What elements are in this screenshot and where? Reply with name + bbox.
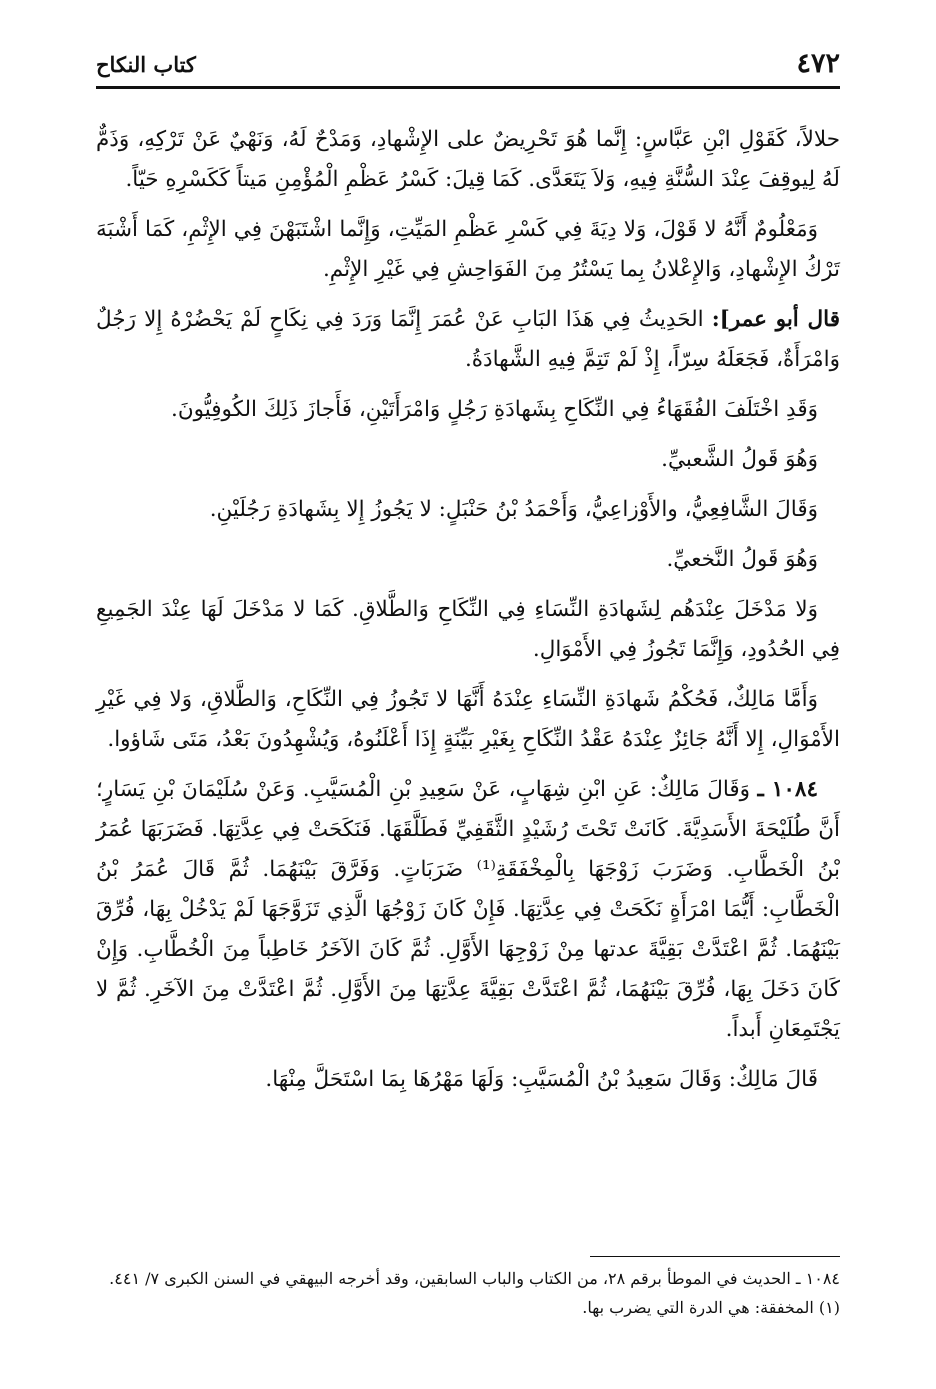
footnote-separator (590, 1256, 840, 1257)
book-title: كتاب النكاح (96, 52, 196, 77)
footnote: (١) المخفقة: هي الدرة التي يضرب بها. (582, 1298, 840, 1317)
footnote: ١٠٨٤ ـ الحديث في الموطأ برقم ٢٨، من الكتاب والباب السابقين، وقد أخرجه البيهقي في السنن الكبرى ٧/ ٤٤١. (109, 1269, 840, 1288)
speaker-label: قال أبو عمر]: (711, 307, 840, 332)
paragraph: قَالَ مَالِكٌ: وَقَالَ سَعِيدُ بْنُ الْمُسَيَّبِ: وَلَهَا مَهْرُهَا بِمَا اسْتَحَلَّ مِنْهَا. (265, 1067, 818, 1092)
paragraph: وَهُوَ قَولُ النَّخعيِّ. (666, 547, 818, 572)
paragraph: وَقَالَ الشَّافِعِيُّ، والأَوْزاعِيُّ، وَأَحْمَدُ بْنُ حَنْبَلٍ: لا يَجُوزُ إِلا بِشَهادَةِ رَجُلَيْنِ. (209, 497, 818, 522)
main-text (96, 120, 840, 1110)
paragraph: وَأَمَّا مَالِكٌ، فَحُكْمُ شَهادَةِ النِّسَاءِ عِنْدَهُ أَنَّهَا لا تَجُوزُ فِي النِّكَاحِ، وَالطَّلاقِ، وَلا فِي غَيْرِ الأَمْوَالِ، إِلا أَنَّهُ جَائِزٌ عِنْدَهُ عَقْدُ النِّكَاحِ بِغَيْرِ بَيِّنَةٍ إِذَا أَعْلَنُوهُ، وَيُشْهِدُونَ بَعْدُ، مَتَى شَاؤوا. (96, 687, 840, 752)
paragraph: وَقَدِ اخْتَلَفَ الفُقَهَاءُ فِي النِّكَاحِ بِشَهادَةِ رَجُلٍ وَامْرَأَتَيْنِ، فَأَجازَ ذَلِكَ الكُوفِيُّونَ. (171, 397, 818, 422)
hadith-paragraph: ١٠٨٤ ـ وَقَالَ مَالِكٌ: عَنِ ابْنِ شِهَابٍ، عَنْ سَعِيدِ بْنِ الْمُسَيَّبِ. وَعَنْ سُلَيْمَانَ بْنِ يَسَارٍ؛ أَنَّ طُلَيْحَةَ الأَسَدِيَّةَ. كَانَتْ تَحْتَ رُشَيْدٍ الثَّقَفِيِّ فَطَلَّقَهَا. فَنَكَحَتْ فِي عِدَّتِهَا. فَضَرَبَهَا عُمَرُ بْنُ الْخَطَّابِ. وَضَرَبَ زَوْجَهَا بِالْمِخْفَقَةِ⁽¹⁾ ضَرَبَاتٍ. وَفَرَّقَ بَيْنَهُمَا. ثُمَّ قَالَ عُمَرُ بْنُ الْخَطَّابِ: أَيُّمَا امْرَأَةٍ نَكَحَتْ فِي عِدَّتِهَا. فَإِنْ كَانَ زَوْجُهَا الَّذِي تَزَوَّجَهَا لَمْ يَدْخُلْ بِهَا، فُرِّقَ بَيْنَهُمَا. ثُمَّ اعْتَدَّتْ بَقِيَّةَ عدتها مِنْ زَوْجِهَا الأَوَّلِ. ثُمَّ كَانَ الآخَرُ خَاطِباً مِنَ الْخُطَّابِ. وَإِنْ كَانَ دَخَلَ بِهَا، فُرِّقَ بَيْنَهُمَا، ثُمَّ اعْتَدَّتْ بَقِيَّةَ عِدَّتِهَا مِنَ الأَوَّلِ. ثُمَّ اعْتَدَّتْ مِنَ الآخَرِ. ثُمَّ لا يَجْتَمِعَانِ أَبداً. (96, 777, 840, 1042)
hadith-number: ١٠٨٤ ـ (757, 777, 818, 802)
paragraph: وَهُوَ قَولُ الشَّعبيِّ. (661, 447, 818, 472)
paragraph: حلالاً، كَقَوْلِ ابْنِ عَبَّاسٍ: إِنَّما هُوَ تَحْرِيضٌ على الإِشْهادِ، وَمَدْحٌ لَهُ، وَنَهْيٌ عَنْ تَرْكِهِ، وَذَمٌّ لَهُ لِيوقِفَ عِنْدَ السُّنَّةِ فِيهِ، وَلاَ يَتَعَدَّى. كَمَا قِيلَ: كَسْرُ عَظْمِ الْمُؤْمِنِ مَيتاً كَكَسْرِهِ حَيّاً. (96, 127, 840, 192)
paragraph: قال أبو عمر]: الحَدِيثُ فِي هَذَا البَابِ عَنْ عُمَرَ إِنَّمَا وَرَدَ فِي نِكَاحٍ لَمْ يَحْضُرْهُ إِلا رَجُلٌ وَامْرَأَةٌ، فَجَعَلَهُ سِرّاً، إِذْ لَمْ تَتِمَّ فِيهِ الشَّهادَةُ. (96, 307, 840, 372)
footnotes (96, 1264, 840, 1322)
page-header (96, 46, 840, 89)
paragraph: وَلا مَدْخَلَ عِنْدَهُم لِشَهادَةِ النِّسَاءِ فِي النِّكَاحِ وَالطَّلاقِ. كَمَا لا مَدْخَلَ لَهَا عِنْدَ الجَمِيعِ فِي الحُدُودِ، وَإِنَّمَا تَجُوزُ فِي الأَمْوَالِ. (96, 597, 840, 662)
page-number: ٤٧٢ (796, 48, 840, 79)
paragraph: وَمَعْلُومٌ أَنَّهُ لا قَوْلَ، وَلا دِيَةَ فِي كَسْرِ عَظْمِ المَيِّتِ، وَإِنَّما اشْتَبَهْنَ فِي الإِثْمِ، كَمَا أَشْبَهَ تَرْكُ الإِشْهادِ، وَالإِعْلانُ بِما يَسْتُرُ مِنَ الفَوَاحِشِ فِي غَيْرِ الإِثْمِ. (96, 217, 840, 282)
